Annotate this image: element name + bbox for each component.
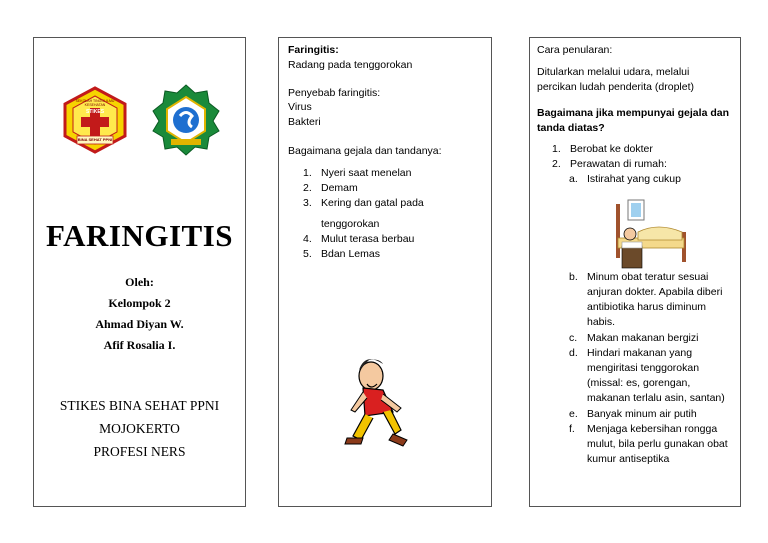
- sub-item-line: (missal: es, gorengan,: [587, 377, 691, 389]
- sub-item-line: habis.: [587, 316, 616, 328]
- author-line: Afif Rosalia I.: [103, 338, 176, 352]
- sub-item: d. Hindari makanan yang: [569, 347, 693, 359]
- cause-heading: Penyebab faringitis:: [288, 87, 381, 99]
- author-line: Oleh:: [125, 275, 154, 289]
- stikes-logo: [63, 86, 127, 154]
- info-panel: [278, 37, 492, 507]
- author-block: [34, 272, 245, 356]
- symptom-item: 3. Kering dan gatal pada: [303, 197, 424, 209]
- sub-item-line: kumur antiseptika: [587, 453, 670, 465]
- question-heading: Bagaimana jika mempunyai gejala dan: [537, 107, 729, 119]
- institution-block: [34, 394, 245, 463]
- cause-item: Virus: [288, 101, 312, 113]
- sub-item: b. Minum obat teratur sesuai: [569, 271, 709, 283]
- definition-heading: Faringitis:: [288, 44, 339, 56]
- logo-center-text: STIKES: [85, 109, 105, 115]
- step-item: 1. Berobat ke dokter: [552, 143, 653, 155]
- transmission-text: percikan ludah penderita (droplet): [537, 81, 695, 93]
- transmission-heading: Cara penularan:: [537, 44, 613, 56]
- logo-bottom-text: BINA SEHAT PPNI: [77, 137, 113, 142]
- cover-panel: [33, 37, 246, 507]
- author-line: Ahmad Diyan W.: [95, 317, 184, 331]
- definition-text: Radang pada tenggorokan: [288, 59, 413, 71]
- question-heading: tanda diatas?: [537, 122, 605, 134]
- symptom-item: 4. Mulut terasa berbau: [303, 233, 415, 245]
- regional-emblem-logo: [149, 83, 223, 157]
- cause-item: Bakteri: [288, 116, 321, 128]
- author-line: Kelompok 2: [108, 296, 171, 310]
- step-item: 2. Perawatan di rumah:: [552, 158, 667, 170]
- sick-person-illustration: [339, 350, 419, 455]
- document-title: FARINGITIS: [45, 218, 234, 253]
- symptom-item: 1. Nyeri saat menelan: [303, 167, 412, 179]
- sub-item-line: mulut, bila perlu gunakan obat: [587, 438, 728, 450]
- sub-item-line: antibiotika harus diminum: [587, 301, 707, 313]
- logo-top-text: SEKOLAH TINGGI ILMU KESEHATAN: [75, 99, 115, 107]
- sub-item: a. Istirahat yang cukup: [569, 173, 681, 185]
- sub-item: e. Banyak minum air putih: [569, 408, 697, 420]
- symptom-heading: Bagaimana gejala dan tandanya:: [288, 145, 442, 157]
- transmission-text: Ditularkan melalui udara, melalui: [537, 66, 690, 78]
- symptom-item: 2. Demam: [303, 182, 358, 194]
- sub-item: c. Makan makanan bergizi: [569, 332, 699, 344]
- bed-rest-illustration: [612, 198, 688, 275]
- sub-item: f. Menjaga kebersihan rongga: [569, 423, 718, 435]
- institution-line: STIKES BINA SEHAT PPNI: [59, 398, 220, 413]
- sub-item-line: mengiritasi tenggorokan: [587, 362, 700, 374]
- treatment-panel: [529, 37, 741, 507]
- institution-line: PROFESI NERS: [93, 444, 186, 459]
- sub-item-line: anjuran dokter. Apabila diberi: [587, 286, 723, 298]
- symptom-item: tenggorokan: [321, 218, 380, 230]
- institution-line: MOJOKERTO: [99, 421, 180, 436]
- symptom-item: 5. Bdan Lemas: [303, 248, 380, 260]
- sub-item-line: makanan terlalu asin, santan): [587, 392, 725, 404]
